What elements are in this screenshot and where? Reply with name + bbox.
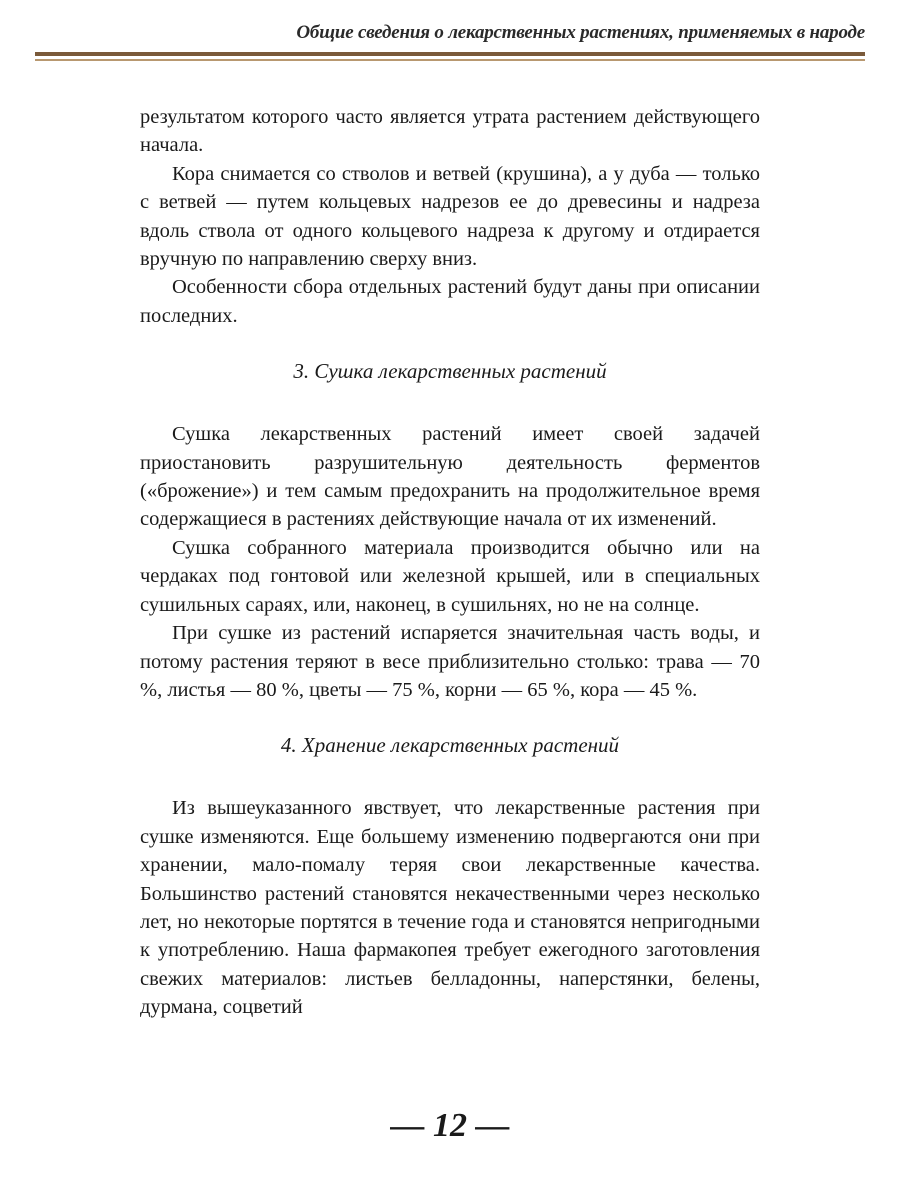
paragraph-storage: Из вышеуказанного явствует, что лекарственные растения при сушке изменяются. Еще большему изменению подвергаются они при хранении, мало-помалу теряя свои лекарственные качества. Большинство растений становятся некачественными через несколько лет, но некоторые портятся в течение года и становятся непригодными к употреблению. Наша фармакопея требует ежегодного заготовления свежих материалов: листьев белладонны, наперстянки, белены, дурмана, соцветий — [140, 797, 760, 1019]
section-heading-storage: 4. Хранение лекарственных растений — [280, 733, 620, 758]
paragraph-drying-purpose: Сушка лекарственных растений имеет своей задачей приостановить разрушительную деятельность ферментов («брожение») и тем самым предохранить на продолжительное время содержащиеся в растениях действующие начала от их изменений. — [140, 423, 760, 531]
page-body — [140, 103, 760, 1022]
paragraph-continuation: результатом которого часто является утрата растением действующего начала. — [140, 106, 760, 157]
header-rule-thin — [35, 59, 865, 61]
paragraph-collection-notes: Особенности сбора отдельных растений будут даны при описании последних. — [140, 276, 760, 327]
paragraph-weight-loss: При сушке из растений испаряется значительная часть воды, и потому растения теряют в весе приблизительно столько: трава — 70 %, листья — 80 %, цветы — 75 %, корни — 65 %, кора — 45 %. — [140, 622, 760, 701]
header-rule-thick — [35, 52, 865, 56]
running-header-title: Общие сведения о лекарственных растениях, применяемых в народе — [296, 22, 865, 43]
paragraph-bark-harvesting: Кора снимается со стволов и ветвей (крушина), а у дуба — только с ветвей — путем кольцевых надрезов ее до древесины и надреза вдоль ствола от одного кольцевого надреза к другому и отдирается вручную по направлению сверху вниз. — [140, 162, 760, 271]
page-number: — 12 — — [390, 1107, 510, 1144]
section-heading-drying: 3. Сушка лекарственных растений — [293, 359, 607, 384]
paragraph-drying-location: Сушка собранного материала производится обычно или на чердаках под гонтовой или железной крышей, или в специальных сушильных сараях, или, наконец, в сушильнях, но не на солнце. — [140, 536, 760, 616]
